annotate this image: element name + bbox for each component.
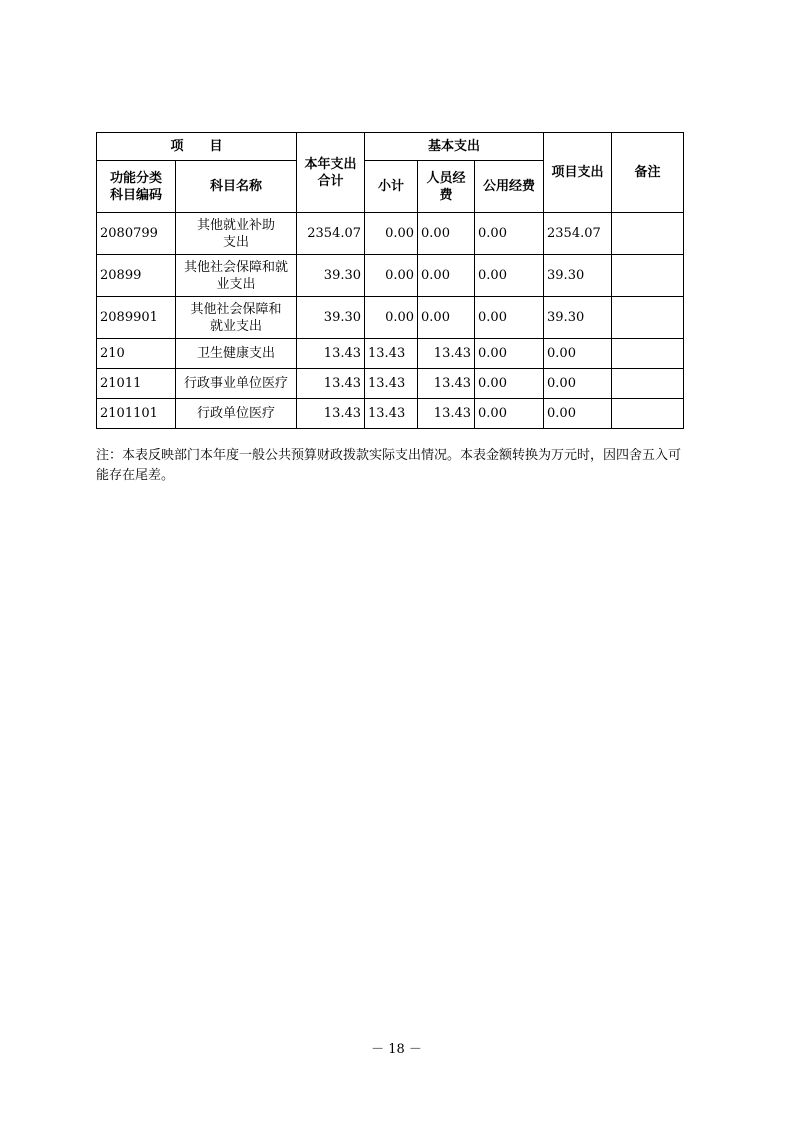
table-row — [97, 399, 684, 429]
cell-personnel: 0.00 — [418, 297, 475, 339]
cell-project: 39.30 — [544, 297, 612, 339]
cell-public: 0.00 — [475, 369, 544, 399]
header-item: 项 目 — [97, 133, 297, 161]
expenditure-table — [96, 132, 684, 429]
cell-public: 0.00 — [475, 399, 544, 429]
cell-remark — [612, 339, 684, 369]
cell-name: 行政事业单位医疗 — [176, 369, 297, 399]
cell-public: 0.00 — [475, 297, 544, 339]
header-code: 功能分类科目编码 — [97, 161, 176, 213]
cell-subtotal: 0.00 — [365, 255, 418, 297]
cell-code: 21011 — [97, 369, 176, 399]
header-name: 科目名称 — [176, 161, 297, 213]
cell-public: 0.00 — [475, 255, 544, 297]
cell-total: 39.30 — [297, 297, 365, 339]
cell-project: 39.30 — [544, 255, 612, 297]
cell-personnel: 13.43 — [418, 369, 475, 399]
cell-project: 0.00 — [544, 339, 612, 369]
cell-personnel: 0.00 — [418, 255, 475, 297]
cell-total: 2354.07 — [297, 213, 365, 255]
cell-remark — [612, 297, 684, 339]
cell-public: 0.00 — [475, 339, 544, 369]
cell-remark — [612, 399, 684, 429]
header-subtotal: 小计 — [365, 161, 418, 213]
cell-personnel: 13.43 — [418, 399, 475, 429]
table-row — [97, 297, 684, 339]
header-personnel: 人员经费 — [418, 161, 475, 213]
cell-code: 2101101 — [97, 399, 176, 429]
cell-code: 20899 — [97, 255, 176, 297]
cell-project: 2354.07 — [544, 213, 612, 255]
cell-name: 其他社会保障和就业支出 — [176, 297, 297, 339]
cell-remark — [612, 369, 684, 399]
header-remark: 备注 — [612, 133, 684, 213]
table-row — [97, 339, 684, 369]
header-total: 本年支出合计 — [297, 133, 365, 213]
cell-total: 13.43 — [297, 399, 365, 429]
cell-project: 0.00 — [544, 369, 612, 399]
cell-subtotal: 13.43 — [365, 339, 418, 369]
cell-public: 0.00 — [475, 213, 544, 255]
cell-total: 13.43 — [297, 339, 365, 369]
page-number: － 18 － — [371, 1042, 422, 1057]
table-row — [97, 255, 684, 297]
table-note: 注：本表反映部门本年度一般公共预算财政拨款实际支出情况。本表金额转换为万元时，因四舍五入可能存在尾差。 — [96, 448, 682, 483]
header-basic: 基本支出 — [365, 133, 544, 161]
cell-project: 0.00 — [544, 399, 612, 429]
cell-subtotal: 13.43 — [365, 399, 418, 429]
header-public: 公用经费 — [475, 161, 544, 213]
cell-name: 行政单位医疗 — [176, 399, 297, 429]
header-row-1 — [97, 133, 684, 161]
cell-code: 210 — [97, 339, 176, 369]
cell-remark — [612, 213, 684, 255]
table-row — [97, 369, 684, 399]
header-project: 项目支出 — [544, 133, 612, 213]
cell-name: 其他就业补助支出 — [176, 213, 297, 255]
cell-personnel: 13.43 — [418, 339, 475, 369]
table-row — [97, 213, 684, 255]
cell-subtotal: 0.00 — [365, 297, 418, 339]
cell-code: 2089901 — [97, 297, 176, 339]
cell-name: 卫生健康支出 — [176, 339, 297, 369]
cell-total: 13.43 — [297, 369, 365, 399]
cell-remark — [612, 255, 684, 297]
cell-code: 2080799 — [97, 213, 176, 255]
cell-name: 其他社会保障和就业支出 — [176, 255, 297, 297]
cell-total: 39.30 — [297, 255, 365, 297]
cell-subtotal: 0.00 — [365, 213, 418, 255]
cell-subtotal: 13.43 — [365, 369, 418, 399]
cell-personnel: 0.00 — [418, 213, 475, 255]
